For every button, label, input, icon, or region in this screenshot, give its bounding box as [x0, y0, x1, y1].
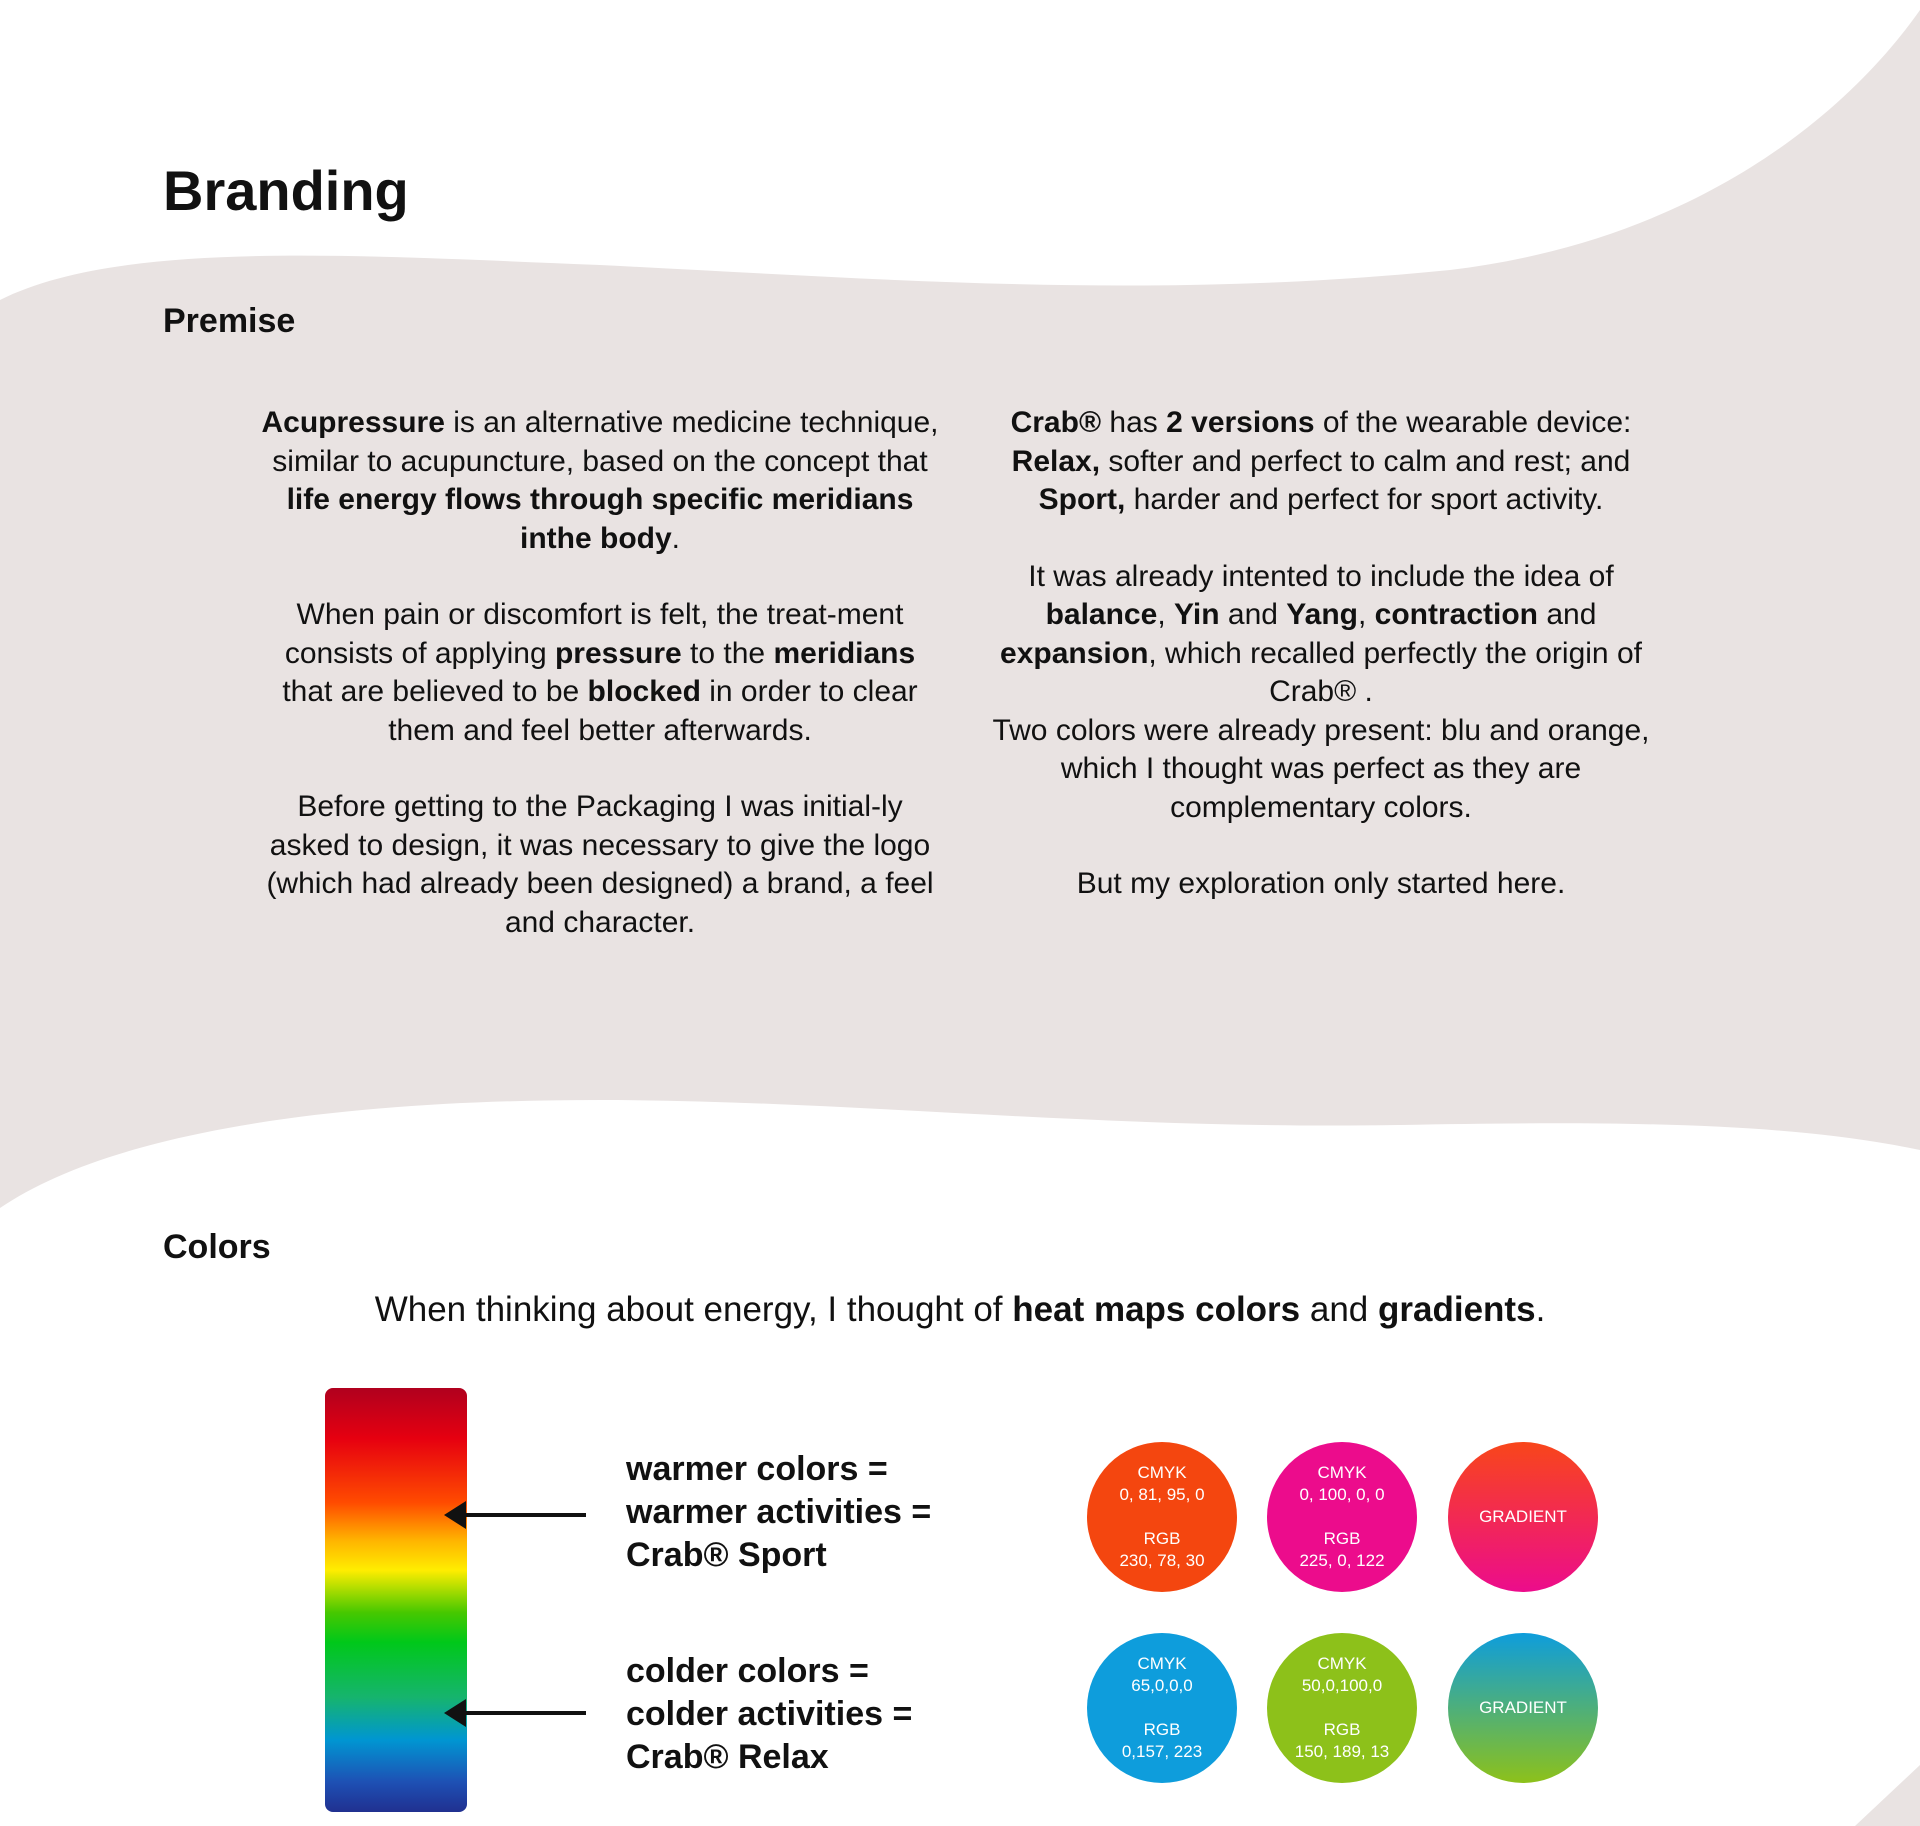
swatch-blue: CMYK 65,0,0,0 RGB 0,157, 223	[1087, 1633, 1237, 1783]
premise-right-paragraph-1: Crab® has 2 versions of the wearable device: Relax, softer and perfect to calm and rest; and Sport, harder and perfect for sport activity.	[1010, 406, 1632, 516]
premise-right-column	[981, 404, 1661, 904]
premise-left-column	[260, 404, 940, 942]
warm-arrow-icon	[464, 1513, 586, 1517]
swatch-green: CMYK 50,0,100,0 RGB 150, 189, 13	[1267, 1633, 1417, 1783]
warm-colors-label: warmer colors = warmer activities = Crab® Sport	[626, 1450, 932, 1574]
swatch-orange: CMYK 0, 81, 95, 0 RGB 230, 78, 30	[1087, 1442, 1237, 1592]
premise-heading: Premise	[163, 302, 296, 340]
page-title: Branding	[163, 159, 409, 222]
premise-left-paragraph-1: Acupressure is an alternative medicine technique, similar to acupuncture, based on the concept that life energy flows through specific meridians inthe body.	[261, 406, 939, 555]
premise-right-paragraph-4: But my exploration only started here.	[1076, 867, 1566, 900]
colors-heading: Colors	[163, 1228, 271, 1266]
premise-right-paragraph-2: It was already intented to include the idea of balance, Yin and Yang, contraction and expansion, which recalled perfectly the origin of Crab® .	[1000, 559, 1642, 708]
premise-right-paragraph-3: Two colors were already present: blu and orange, which I thought was perfect as they are complementary colors.	[992, 713, 1650, 824]
beige-corner	[1855, 1765, 1920, 1826]
cold-colors-label: colder colors = colder activities = Crab® Relax	[626, 1652, 913, 1776]
swatch-cold-gradient: GRADIENT	[1448, 1633, 1598, 1783]
premise-left-paragraph-3: Before getting to the Packaging I was initial-ly asked to design, it was necessary to give the logo (which had already been designed) a brand, a feel and character.	[266, 790, 934, 939]
cold-arrow-icon	[464, 1711, 586, 1715]
swatch-warm-gradient: GRADIENT	[1448, 1442, 1598, 1592]
premise-left-paragraph-2: When pain or discomfort is felt, the treat-ment consists of applying pressure to the meridians that are believed to be blocked in order to clear them and feel better afterwards.	[282, 598, 918, 747]
swatch-magenta: CMYK 0, 100, 0, 0 RGB 225, 0, 122	[1267, 1442, 1417, 1592]
heatmap-gradient-bar	[325, 1388, 467, 1812]
colors-intro: When thinking about energy, I thought of heat maps colors and gradients.	[374, 1290, 1546, 1329]
